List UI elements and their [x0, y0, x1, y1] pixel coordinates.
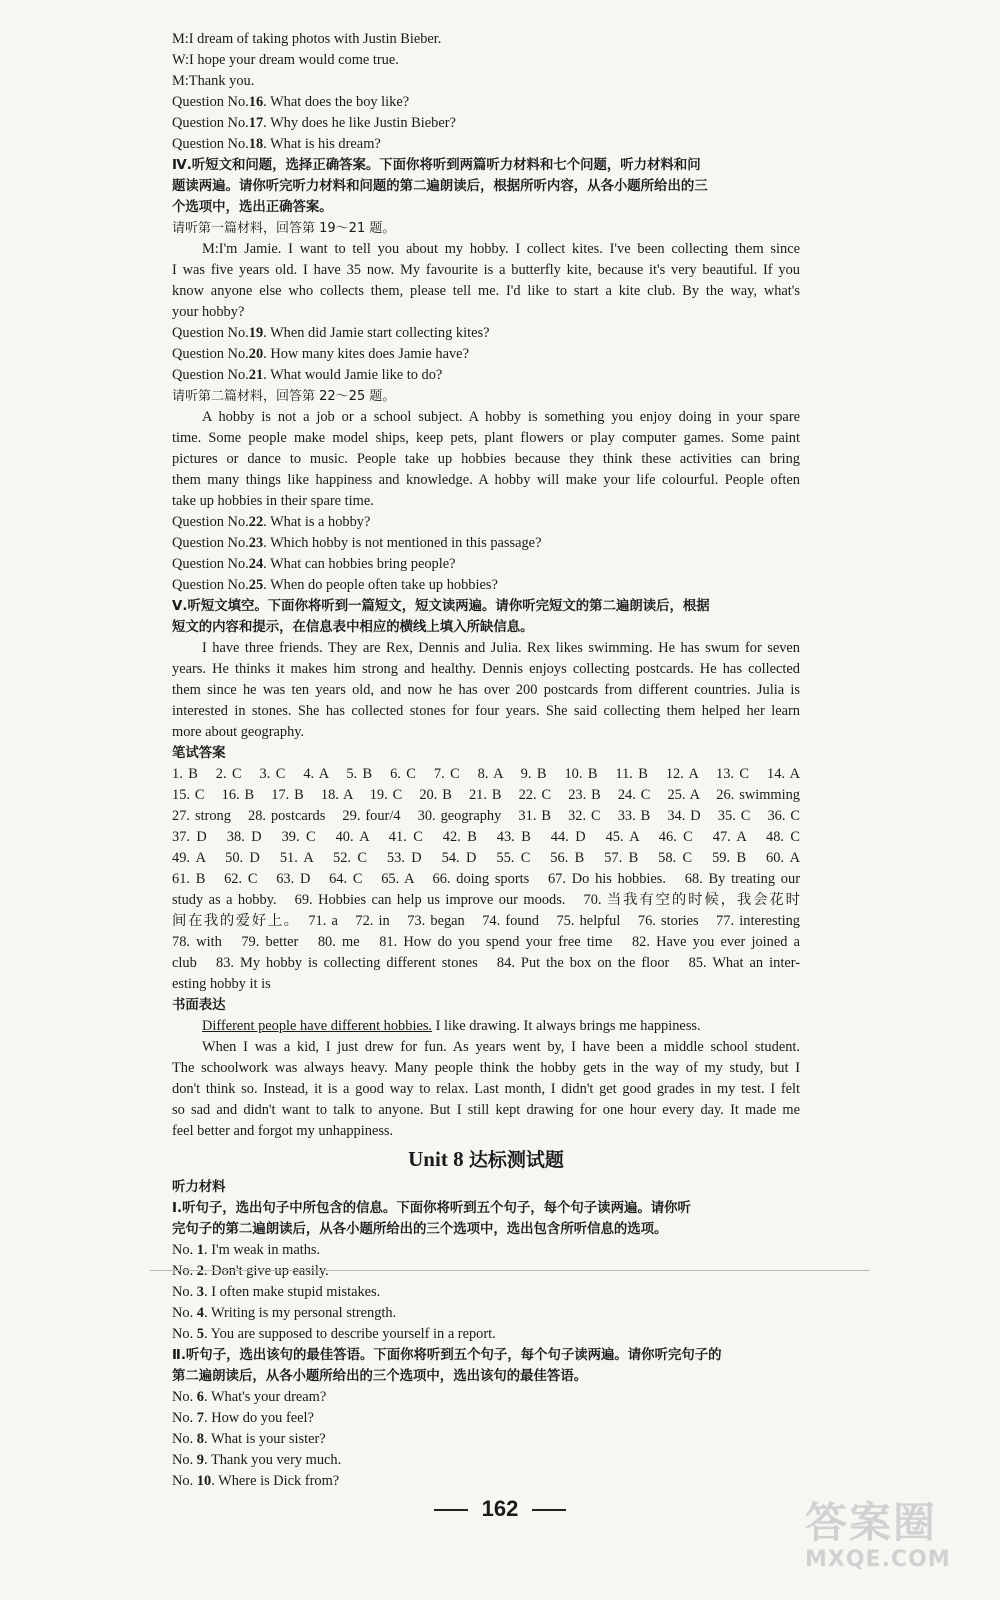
scan-fold-line — [150, 1270, 870, 1271]
dialogue-line: M:I dream of taking photos with Justin Bieber. — [172, 31, 442, 47]
list-item: No. 4. Writing is my personal strength. — [172, 1305, 397, 1321]
passage-2: A hobby is not a job or a school subject. A hobby is something you enjoy doing in your spare time. Some people make model ships, keep pets, plant flowers or play computer games. Some paint pictures or dance to music. People take up hobbies because they think these activities can bring them many things like happiness and knowledge. A hobby will make your life colourful. People often take up hobbies in their spare time. — [172, 409, 800, 509]
writing-essay: Different people have different hobbies. I like drawing. It always brings me happiness. When I was a kid, I just drew for fun. As years went by, I have been a middle school student. The schoolwork was always heavy. Many people think the hobby gets in the way of my study, but I don't think so. Instead, it is a good way to relax. Last month, I didn't get good grades in my test. I felt so sad and didn't want to talk to anyone. But I still kept drawing for one hour every day. It made me feel better and forgot my unhappiness. — [172, 1018, 800, 1139]
list-item: No. 5. You are supposed to describe yourself in a report. — [172, 1326, 496, 1342]
written-answers: 1. B 2. C 3. C 4. A 5. B 6. C 7. C 8. A 9. B 10. B 11. B 12. A 13. C 14. A 15. C 16. B 17. B 18. A 19. C 20. B 21. B 22. C 23. B 24. C 25. A 26. swimming 27. strong 28. postcards 29. four/4 30. geography 31. B 32. C 33. B 34. D 35. C 36. C 37. D 38. D 39. C 40. A 41. C 42. B 43. B 44. D 45. A 46. C 47. A 48. C 49. A 50. D 51. A 52. C 53. D 54. D 55. C 56. B 57. B 58. C 59. B 60. A 61. B 62. C 63. D 64. C 65. A 66. doing sports 67. Do his hobbies. 68. By treating our study as a hobby. 69. Hobbies can help us improve our moods. 70. 当我有空的时候，我会花时 间在我的爱好上。 71. a 72. in 73. began 74. found 75. helpful 76. stories 77. interesting 78. with 79. better 80. me 81. How do you spend your free time 82. Have you ever joined a club 83. My hobby is collecting different stones 84. Put the box on the floor 85. What an inter- esting hobby it is — [172, 766, 800, 992]
section-4-heading: Ⅳ.听短文和问题，选择正确答案。下面你将听到两篇听力材料和七个问题，听力材料和问 题读两遍。请你听完听力材料和问题的第二遍朗读后，根据所听内容，从各小题所给出的三 个选项中，选出正确答案。 — [172, 158, 708, 215]
written-answers-heading: 笔试答案 — [172, 746, 226, 761]
underlined-topic-sentence: Different people have different hobbies. — [202, 1018, 433, 1034]
section-5-heading: Ⅴ.听短文填空。下面你将听到一篇短文，短文读两遍。请你听完短文的第二遍朗读后，根据 短文的内容和提示，在信息表中相应的横线上填入所缺信息。 — [172, 599, 710, 635]
writing-heading: 书面表达 — [172, 998, 226, 1013]
question-line: Question No.20. How many kites does Jamie have? — [172, 346, 469, 362]
passage-1: M:I'm Jamie. I want to tell you about my hobby. I collect kites. I've been collecting them since I was five years old. I have 35 now. My favourite is a butterfly kite, because it's very beautiful. If you know anyone else who collects them, please tell me. I'd like to start a kite club. By the way, what's your hobby? — [172, 241, 800, 320]
page-number: 162 — [0, 1498, 1000, 1519]
list-item: No. 3. I often make stupid mistakes. — [172, 1284, 381, 1300]
question-line: Question No.25. When do people often take up hobbies? — [172, 577, 498, 593]
unit8-section-1-items — [172, 1240, 800, 1345]
question-line: Question No.17. Why does he like Justin Bieber? — [172, 115, 456, 131]
unit8-section-1-heading: Ⅰ.听句子，选出句子中所包含的信息。下面你将听到五个句子，每个句子读两遍。请你听 完句子的第二遍朗读后，从各小题所给出的三个选项中，选出包含所听信息的选项。 — [172, 1201, 691, 1237]
section-5-passage: I have three friends. They are Rex, Dennis and Julia. Rex likes swimming. He has swum for seven years. He thinks it makes him strong and healthy. Dennis enjoys collecting postcards. He has collected them since he was ten years old, and now he has over 200 postcards from different countries. Julia is interested in stones. She has collected stones for four years. She said collecting them helped her learn more about geography. — [172, 640, 800, 740]
page-number-dash-right — [532, 1509, 566, 1511]
watermark-logo: 答案圈 MXQE.COM — [805, 1498, 951, 1572]
list-item: No. 2. Don't give up easily. — [172, 1263, 329, 1279]
page-content — [172, 29, 800, 1492]
questions-22-25 — [172, 512, 800, 596]
unit8-section-2-items — [172, 1387, 800, 1492]
list-item: No. 6. What's your dream? — [172, 1389, 327, 1405]
question-line: Question No.24. What can hobbies bring people? — [172, 556, 456, 572]
list-item: No. 1. I'm weak in maths. — [172, 1242, 321, 1258]
unit8-section-2-heading: Ⅱ.听句子，选出该句的最佳答语。下面你将听到五个句子，每个句子读两遍。请你听完句子的 第二遍朗读后，从各小题所给出的三个选项中，选出该句的最佳答语。 — [172, 1348, 722, 1384]
question-line: Question No.23. Which hobby is not mentioned in this passage? — [172, 535, 542, 551]
question-line: Question No.16. What does the boy like? — [172, 94, 410, 110]
questions-16-18 — [172, 92, 800, 155]
dialogue-line: W:I hope your dream would come true. — [172, 52, 399, 68]
list-item: No. 8. What is your sister? — [172, 1431, 326, 1447]
list-item: No. 10. Where is Dick from? — [172, 1473, 340, 1489]
list-item: No. 9. Thank you very much. — [172, 1452, 342, 1468]
page-number-dash-left — [434, 1509, 468, 1511]
question-line: Question No.22. What is a hobby? — [172, 514, 371, 530]
question-line: Question No.18. What is his dream? — [172, 136, 381, 152]
question-line: Question No.19. When did Jamie start collecting kites? — [172, 325, 490, 341]
passage-1-intro: 请听第一篇材料，回答第 19～21 题。 — [172, 221, 396, 236]
passage-2-intro: 请听第二篇材料，回答第 22～25 题。 — [172, 389, 396, 404]
list-item: No. 7. How do you feel? — [172, 1410, 314, 1426]
dialogue-line: M:Thank you. — [172, 73, 255, 89]
questions-19-21 — [172, 323, 800, 386]
unit-title: Unit 8 达标测试题 — [408, 1147, 564, 1171]
question-line: Question No.21. What would Jamie like to do? — [172, 367, 443, 383]
listening-heading: 听力材料 — [172, 1180, 226, 1195]
